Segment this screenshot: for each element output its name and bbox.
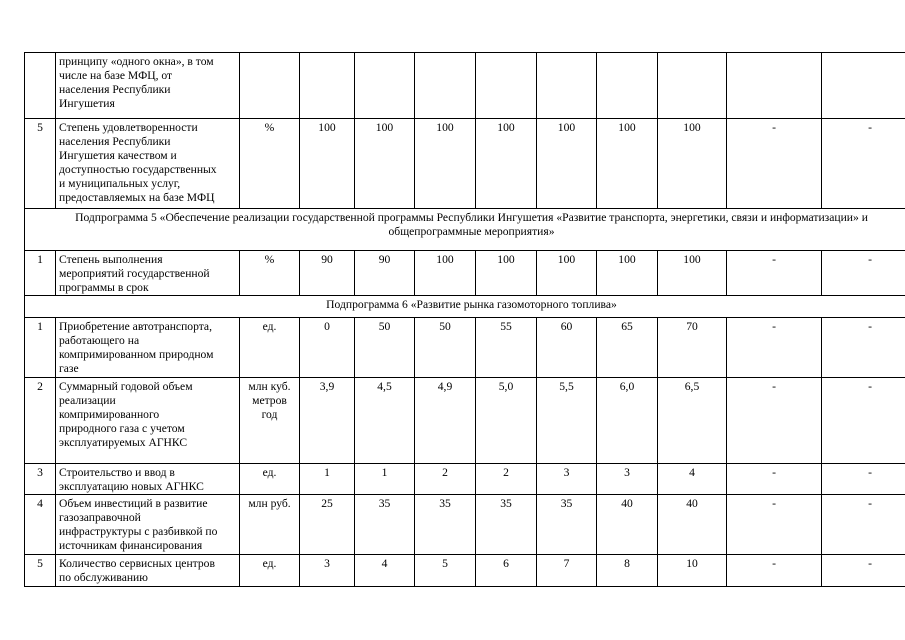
value-cell [300,53,355,119]
unit-line: % [264,253,275,266]
indicator-name [56,251,240,296]
table-row [25,378,905,464]
value-cell: 25 [300,495,355,555]
subprogram-row [25,209,905,251]
value-cell: 100 [658,251,727,296]
row-number: 5 [25,119,56,209]
value-cell: 3 [537,464,597,495]
unit-of-measure [240,378,300,464]
indicator-name-line: Суммарный годовой объем [59,380,193,393]
indicator-name-line: и муниципальных услуг, [59,177,181,190]
table-row [25,555,905,587]
value-cell: 35 [355,495,415,555]
indicator-name-line: Приобретение автотранспорта, [59,320,212,333]
unit-line: % [264,121,275,134]
indicator-name-line: газозаправочной [59,511,141,524]
indicator-name-line: мероприятий государственной [59,267,210,280]
unit-line: млн руб. [248,497,291,510]
unit-line: метров [252,394,287,407]
value-cell: 40 [658,495,727,555]
value-cell: 100 [597,119,658,209]
value-cell: 5 [415,555,476,587]
unit-of-measure [240,53,300,119]
value-cell: 6 [476,555,537,587]
value-cell: 7 [537,555,597,587]
unit-of-measure [240,251,300,296]
value-cell: 100 [415,119,476,209]
table-body [25,53,905,587]
row-number: 5 [25,555,56,587]
value-cell [658,53,727,119]
row-number: 4 [25,495,56,555]
value-cell: - [822,555,905,587]
value-cell: 100 [415,251,476,296]
value-cell: 8 [597,555,658,587]
indicators-table [24,52,905,587]
indicator-name-line: населения Республики [59,135,171,148]
table-row [25,53,905,119]
table-row [25,464,905,495]
value-cell: - [822,495,905,555]
value-cell [355,53,415,119]
table-row [25,251,905,296]
value-cell [537,53,597,119]
table-row [25,318,905,378]
indicator-name-line: Количество сервисных центров [59,557,215,570]
indicator-name [56,318,240,378]
unit-line: год [261,408,278,421]
indicator-name-line: компримированном природном [59,348,214,361]
indicator-name [56,555,240,587]
indicator-name [56,119,240,209]
subprogram-title: Подпрограмма 5 «Обеспечение реализации государственной программы Республики Ингушетия «Развитие транспорта, энергетики, связи и информатизации» и общепрограммные мероприятия» [25,209,905,251]
indicator-name-line: эксплуатируемых АГНКС [59,436,188,449]
indicator-name-line: Степень выполнения [59,253,163,266]
unit-line: млн куб. [248,380,291,393]
value-cell [822,53,905,119]
value-cell: 35 [415,495,476,555]
value-cell: 1 [355,464,415,495]
value-cell: 55 [476,318,537,378]
value-cell [597,53,658,119]
value-cell: 100 [537,251,597,296]
value-cell: - [727,318,822,378]
value-cell: - [727,251,822,296]
value-cell: 3,9 [300,378,355,464]
value-cell: - [727,464,822,495]
value-cell: 4 [355,555,415,587]
unit-of-measure [240,495,300,555]
value-cell: - [727,378,822,464]
value-cell: - [822,378,905,464]
value-cell [415,53,476,119]
row-number: 1 [25,318,56,378]
table-row [25,495,905,555]
value-cell [476,53,537,119]
indicator-name-line: Ингушетия качеством и [59,149,177,162]
value-cell: 70 [658,318,727,378]
value-cell: 90 [300,251,355,296]
value-cell: 100 [476,119,537,209]
value-cell: 6,5 [658,378,727,464]
value-cell: - [822,318,905,378]
unit-line: ед. [262,320,277,333]
value-cell: 50 [355,318,415,378]
indicator-name-line: инфраструктуры с разбивкой по [59,525,218,538]
row-number: 3 [25,464,56,495]
value-cell: 2 [415,464,476,495]
value-cell: 90 [355,251,415,296]
value-cell: 5,0 [476,378,537,464]
unit-of-measure [240,119,300,209]
value-cell: 4 [658,464,727,495]
subprogram-row [25,296,905,318]
unit-line: ед. [262,466,277,479]
unit-of-measure [240,555,300,587]
value-cell: 100 [658,119,727,209]
value-cell: 65 [597,318,658,378]
indicator-name [56,495,240,555]
indicator-name-line: доступностью государственных [59,163,217,176]
indicator-name-line: компримированного [59,408,160,421]
indicator-name-line: числе на базе МФЦ, от [59,69,173,82]
indicator-name-line: источникам финансирования [59,539,203,552]
value-cell [727,53,822,119]
value-cell: - [822,464,905,495]
value-cell: 3 [597,464,658,495]
unit-of-measure [240,464,300,495]
indicator-name-line: по обслуживанию [59,571,148,584]
value-cell: - [822,119,905,209]
row-number: 1 [25,251,56,296]
indicator-name [56,464,240,495]
indicator-name [56,53,240,119]
value-cell: 5,5 [537,378,597,464]
table-row [25,119,905,209]
indicator-name-line: работающего на [59,334,140,347]
indicator-name-line: программы в срок [59,281,149,294]
unit-line: ед. [262,557,277,570]
value-cell: 4,9 [415,378,476,464]
value-cell: 10 [658,555,727,587]
value-cell: 100 [597,251,658,296]
value-cell: 35 [476,495,537,555]
indicator-name [56,378,240,464]
value-cell: - [727,555,822,587]
indicator-name-line: реализации [59,394,116,407]
unit-of-measure [240,318,300,378]
value-cell: - [822,251,905,296]
value-cell: 6,0 [597,378,658,464]
value-cell: 100 [537,119,597,209]
indicator-name-line: Объем инвестиций в развитие [59,497,208,510]
value-cell: - [727,495,822,555]
indicator-name-line: населения Республики [59,83,171,96]
value-cell: 100 [355,119,415,209]
value-cell: 2 [476,464,537,495]
indicator-name-line: природного газа с учетом [59,422,185,435]
indicator-name-line: эксплуатацию новых АГНКС [59,480,204,493]
indicator-name-line: Строительство и ввод в [59,466,175,479]
indicator-name-line: предоставляемых на базе МФЦ [59,191,215,204]
value-cell: 4,5 [355,378,415,464]
value-cell: 0 [300,318,355,378]
subprogram-title: Подпрограмма 6 «Развитие рынка газомоторного топлива» [25,296,905,318]
indicator-name-line: принципу «одного окна», в том [59,55,214,68]
value-cell: 100 [476,251,537,296]
value-cell: 60 [537,318,597,378]
indicator-name-line: Степень удовлетворенности [59,121,198,134]
indicator-name-line: Ингушетия [59,97,115,110]
value-cell: - [727,119,822,209]
value-cell: 100 [300,119,355,209]
indicator-name-line: газе [59,362,79,375]
row-number [25,53,56,119]
row-number: 2 [25,378,56,464]
value-cell: 40 [597,495,658,555]
value-cell: 3 [300,555,355,587]
value-cell: 35 [537,495,597,555]
value-cell: 1 [300,464,355,495]
value-cell: 50 [415,318,476,378]
